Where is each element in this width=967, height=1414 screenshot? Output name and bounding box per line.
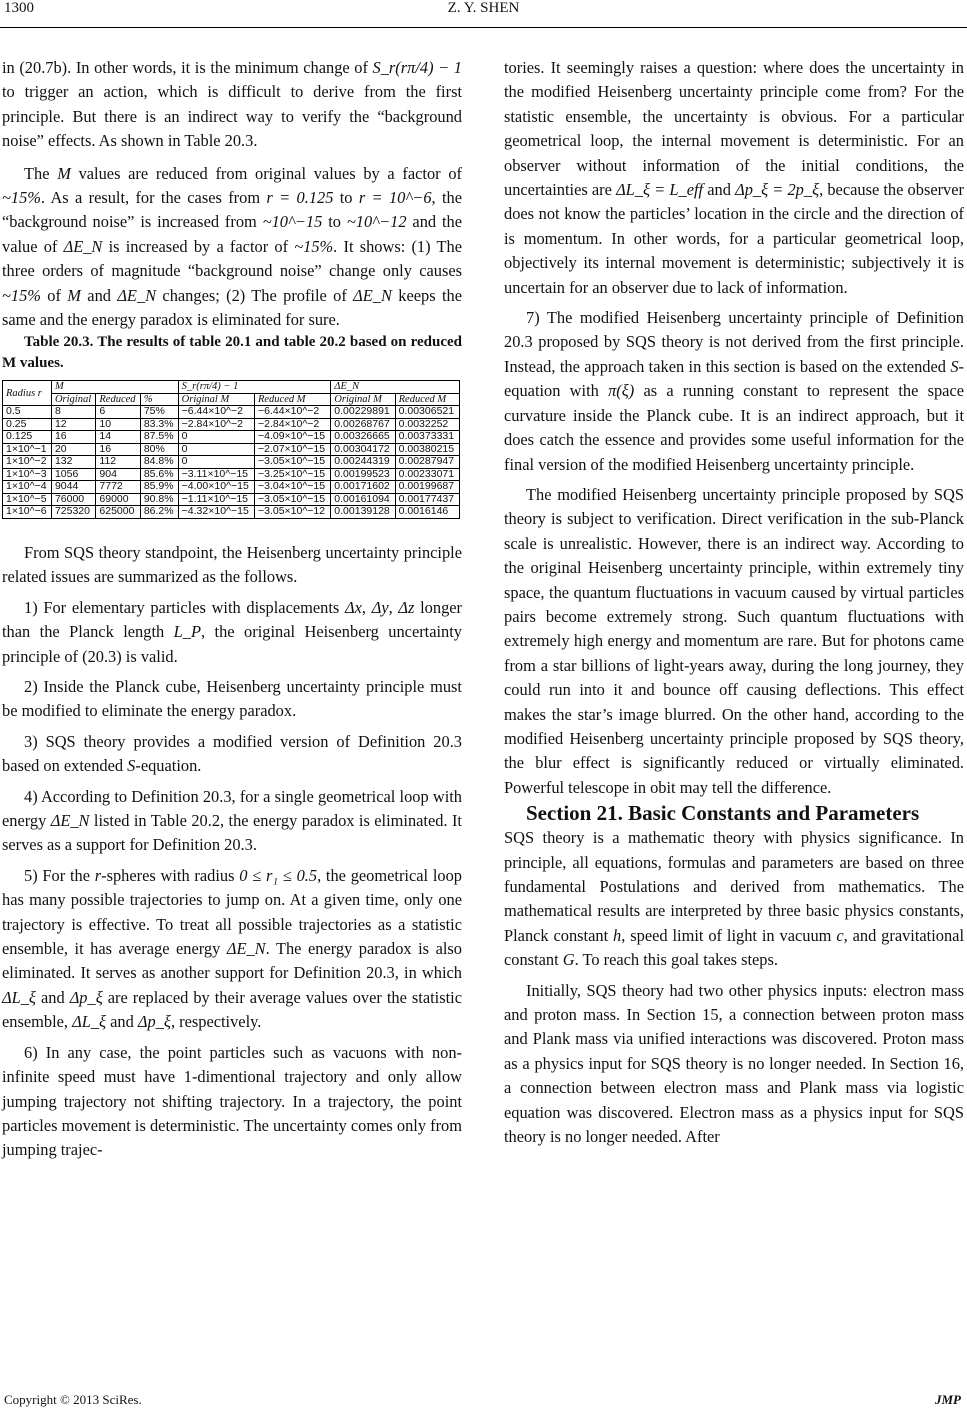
table-cell: −3.05×10^−15 (254, 456, 330, 469)
table-row (3, 406, 460, 419)
table-cell: 0.00161094 (331, 493, 395, 506)
table-cell: 0.00177437 (395, 493, 459, 506)
table-cell: 904 (96, 468, 140, 481)
table-header-cell: Original M (178, 393, 254, 406)
table-cell: 83.3% (140, 418, 178, 431)
table-cell: 0.25 (3, 418, 52, 431)
table-cell: 10 (96, 418, 140, 431)
table-row (3, 431, 460, 444)
table-header-cell: Reduced (96, 393, 140, 406)
table-header-cell: ΔE_N (331, 381, 460, 394)
table-body (3, 406, 460, 519)
table-cell: −6.44×10^−2 (178, 406, 254, 419)
table-cell: 69000 (96, 493, 140, 506)
table-cell: −4.00×10^−15 (178, 481, 254, 494)
paragraph: tories. It seemingly raises a question: where does the uncertainty in the modified Heisenberg uncertainty principle come from? For the statistic ensemble, the uncertainty is obvious. For a particular geometrical loop, the internal movement is deterministic. For an observer without information of the initial conditions, the uncertainties are ΔL_ξ = L_eff and Δp_ξ = 2p_ξ, because the observer does not know the particles’ location in the circle and the direction of is momentum. In other words, for a particular geometrical loop, objectively its internal movement is deterministic; subjectively it is uncertain for an observer due to lack of information. (504, 58, 964, 297)
left-column (2, 56, 462, 1163)
table-cell: 16 (96, 443, 140, 456)
paragraph: From SQS theory standpoint, the Heisenberg uncertainty principle related issues are summarized as the follows. (2, 542, 462, 587)
table-cell: 0.125 (3, 431, 52, 444)
table-cell: 0.00229891 (331, 406, 395, 419)
table-cell: 8 (51, 406, 95, 419)
table-cell: 0.00306521 (395, 406, 459, 419)
paragraph: in (20.7b). In other words, it is the minimum change of S_r(rπ/4) − 1 to trigger an action, which is difficult to derive from the first principle. But there is an indirect way to verify the “background noise” effects. As shown in Table 20.3. (2, 58, 462, 151)
table-cell: 0.00304172 (331, 443, 395, 456)
table-cell: 1×10^−4 (3, 481, 52, 494)
table-cell: 0.00244319 (331, 456, 395, 469)
table-cell: −3.05×10^−12 (254, 506, 330, 519)
paragraph: 2) Inside the Planck cube, Heisenberg uncertainty principle must be modified to eliminate the energy paradox. (2, 677, 462, 721)
table-row (3, 418, 460, 431)
table-header-cell: Radius r (3, 381, 52, 406)
table-cell: 85.6% (140, 468, 178, 481)
table-cell: 12 (51, 418, 95, 431)
table-cell: 0.00171602 (331, 481, 395, 494)
table-cell: 0.00380215 (395, 443, 459, 456)
table-cell: −3.11×10^−15 (178, 468, 254, 481)
table-cell: 6 (96, 406, 140, 419)
table-cell: 0.00326665 (331, 431, 395, 444)
table-cell: 0.0032252 (395, 418, 459, 431)
table-cell: 0.00139128 (331, 506, 395, 519)
table-cell: 1×10^−2 (3, 456, 52, 469)
table-cell: 0.00287947 (395, 456, 459, 469)
table-row (3, 493, 460, 506)
table-cell: 625000 (96, 506, 140, 519)
table-cell: 0 (178, 443, 254, 456)
footer-journal: JMP (935, 1392, 961, 1407)
table-row (3, 443, 460, 456)
table-cell: 14 (96, 431, 140, 444)
table-cell: 20 (51, 443, 95, 456)
paragraph: The M values are reduced from original values by a factor of ~15%. As a result, for the cases from r = 0.125 to r = 10^−6, the “background noise” is increased from ~10^−15 to ~10^−12 and the value of ΔE_N is increased by a factor of ~15%. It shows: (1) The three orders of magnitude “background noise” change only causes ~15% of M and ΔE_N changes; (2) The profile of ΔE_N keeps the same and the energy paradox is eliminated for sure. (2, 163, 463, 330)
section-title: Section 21. Basic Constants and Parameters (526, 801, 920, 826)
paragraph: 4) According to Definition 20.3, for a single geometrical loop with energy ΔE_N listed in Table 20.2, the energy paradox is eliminated. It serves as a support for Definition 20.3. (2, 786, 462, 855)
paragraph: The modified Heisenberg uncertainty principle proposed by SQS theory is subject to verification. Direct verification in the sub-Planck scale is unrealistic. However, there is an indirect way. According to the original Heisenberg uncertainty principle, within extremely tiny space, the quantum fluctuations in vacuum caused by virtual particles pairs become extremely strong. Such quantum fluctuations with extremely high energy and momentum are rare. But for photons came from a star billions of light-years away, during the long journey, they could run into it and bounce off causing deflections. This effect makes the star’s image blurred. On the other hand, according to the modified Heisenberg uncertainty principle proposed by SQS theory, the blur effect is significantly reduced or virtually eliminated. Powerful telescope in obit may tell the difference. (504, 484, 964, 797)
table-cell: 0.00199687 (395, 481, 459, 494)
paragraph: 7) The modified Heisenberg uncertainty principle of Definition 20.3 proposed by SQS theory is not derived from the first principle. Instead, the approach taken in this section is based on the extended S-equation with π(ξ) as a running constant to represent the space curvature inside the Planck cube. It is an indirect approach, but it does catch the essence and provides some useful information for the final version of the modified Heisenberg uncertainty principle. (504, 308, 964, 474)
table-cell: 725320 (51, 506, 95, 519)
table-header-cell: Original M (331, 393, 395, 406)
table-cell: 80% (140, 443, 178, 456)
table-cell: 0 (178, 456, 254, 469)
table-cell: 86.2% (140, 506, 178, 519)
table-cell: 132 (51, 456, 95, 469)
table-row (3, 481, 460, 494)
table-header-row (3, 381, 460, 394)
table-caption: Table 20.3. The results of table 20.1 and table 20.2 based on reduced M values. (2, 334, 462, 372)
table-cell: 1×10^−1 (3, 443, 52, 456)
paragraph: 1) For elementary particles with displacements Δx, Δy, Δz longer than the Planck length L_P, the original Heisenberg uncertainty principle of (20.3) is valid. (2, 597, 463, 666)
table-cell: 0.00268767 (331, 418, 395, 431)
table-cell: −2.84×10^−2 (254, 418, 330, 431)
table-header-cell: Original (51, 393, 95, 406)
table-cell: 76000 (51, 493, 95, 506)
table-cell: 84.8% (140, 456, 178, 469)
table-cell: −3.04×10^−15 (254, 481, 330, 494)
table-cell: 0.5 (3, 406, 52, 419)
paragraph: 3) SQS theory provides a modified version of Definition 20.3 based on extended S-equation. (2, 731, 462, 776)
table-cell: 0.00199523 (331, 468, 395, 481)
page-number: 1300 (4, 0, 34, 16)
table-cell: 7772 (96, 481, 140, 494)
table-cell: 87.5% (140, 431, 178, 444)
paragraph: 6) In any case, the point particles such as vacuons with non-infinite speed must have 1-dimentional trajectory and only allow jumping trajectory not shifting trajectory. In a trajectory, the point particles movement is deterministic. The uncertainty comes only from jumping trajec- (2, 1042, 462, 1160)
table-cell: 0.0016146 (395, 506, 459, 519)
header-rule (0, 27, 967, 28)
right-column (504, 56, 964, 1149)
table-cell: 0.00233071 (395, 468, 459, 481)
table-header-cell: M (51, 381, 178, 394)
table-cell: 0.00373331 (395, 431, 459, 444)
table-cell: 1×10^−6 (3, 506, 52, 519)
footer-copyright: Copyright © 2013 SciRes. (4, 1392, 142, 1407)
table-cell: −6.44×10^−2 (254, 406, 330, 419)
paragraph: Initially, SQS theory had two other physics inputs: electron mass and proton mass. In Section 15, a connection between proton mass and Plank mass via unified interactions was discovered. Proton mass as a physics input for SQS theory is no longer needed. In Section 16, a connection between electron mass and Plank mass via logistic equation was discovered. Electron mass as a physics input for SQS theory is no longer needed. After (504, 980, 964, 1147)
table-cell: −2.07×10^−15 (254, 443, 330, 456)
table-cell: 9044 (51, 481, 95, 494)
table-cell: −4.32×10^−15 (178, 506, 254, 519)
table-cell: 0 (178, 431, 254, 444)
table-cell: 16 (51, 431, 95, 444)
table-header-cell: Reduced M (395, 393, 459, 406)
paragraph: SQS theory is a mathematic theory with physics significance. In principle, all equations, formulas and parameters are based on three fundamental Postulations and derived from mathematics. The mathematical results are interpreted by three basic physics constants, Planck constant h, speed limit of light in vacuum c, and gravitational constant G. To reach this goal takes steps. (504, 828, 964, 970)
table-cell: 1×10^−3 (3, 468, 52, 481)
results-table (2, 380, 460, 519)
table-row (3, 456, 460, 469)
table-subheader-row (3, 393, 460, 406)
paragraph: 5) For the r-spheres with radius 0 ≤ r₁ ≤ 0.5, the geometrical loop has many possible trajectories to jump on. At a given time, only one trajectory is effective. To treat all possible trajectories as a statistic ensemble, it has average energy ΔE_N. The energy paradox is also eliminated. It serves as another support for Definition 20.3, in which ΔL_ξ and Δp_ξ are replaced by their average values over the statistic ensemble, ΔL_ξ and Δp_ξ, respectively. (2, 865, 462, 1032)
table-cell: 85.9% (140, 481, 178, 494)
table-cell: 1×10^−5 (3, 493, 52, 506)
table-header-cell: Reduced M (254, 393, 330, 406)
table-header-cell: S_r(rπ/4) − 1 (178, 381, 331, 394)
table-row (3, 506, 460, 519)
table-cell: −2.84×10^−2 (178, 418, 254, 431)
table-header-cell: % (140, 393, 178, 406)
table-cell: 75% (140, 406, 178, 419)
table-cell: −3.05×10^−15 (254, 493, 330, 506)
table-cell: −4.09×10^−15 (254, 431, 330, 444)
table-cell: 112 (96, 456, 140, 469)
table-cell: −3.25×10^−15 (254, 468, 330, 481)
table-cell: 1056 (51, 468, 95, 481)
table-cell: 90.8% (140, 493, 178, 506)
running-header-author: Z. Y. SHEN (447, 0, 520, 16)
table-cell: −1.11×10^−15 (178, 493, 254, 506)
table-row (3, 468, 460, 481)
